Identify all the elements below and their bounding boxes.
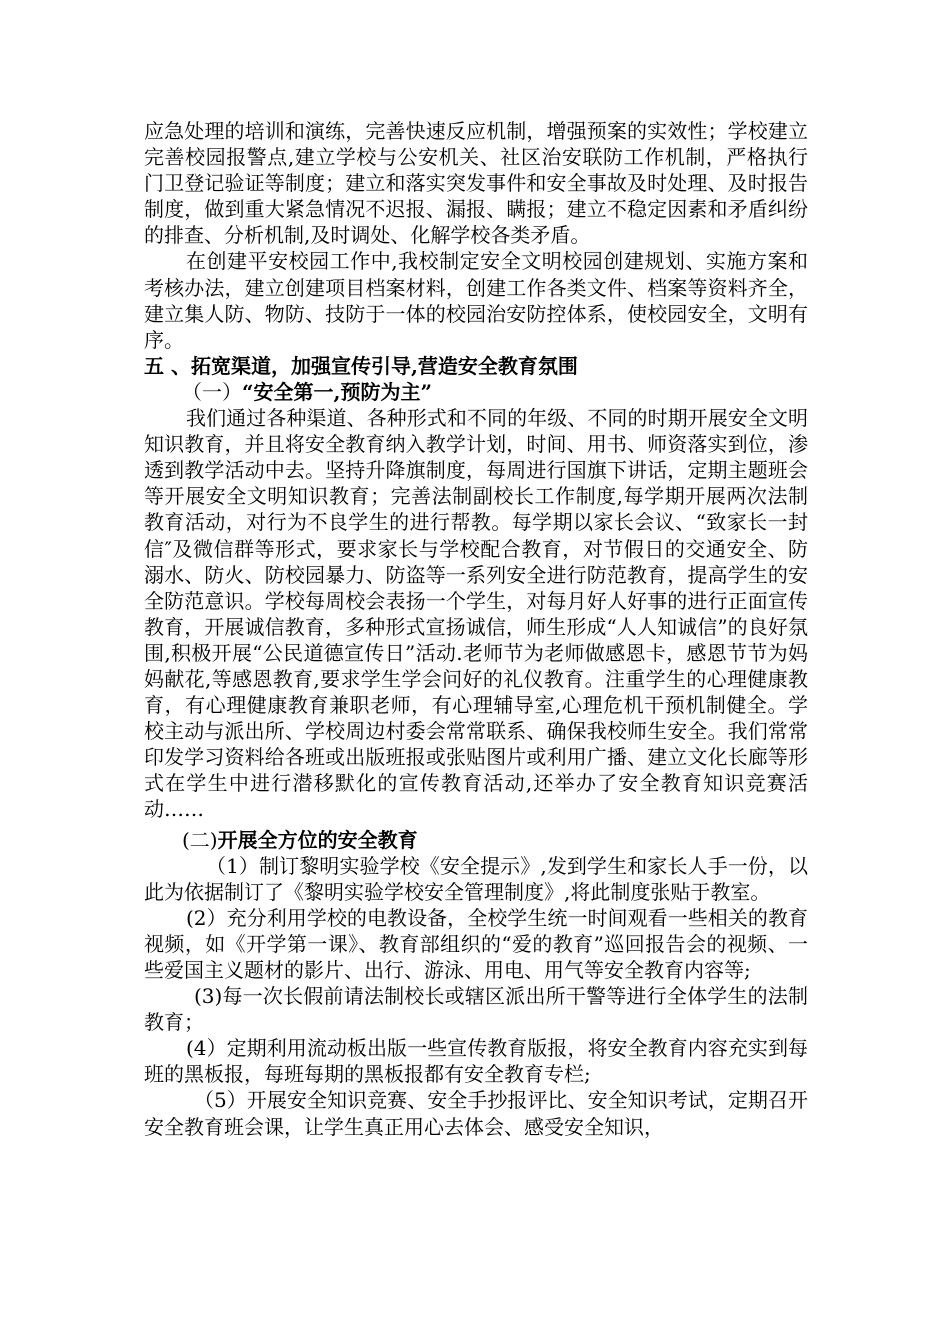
subsection-heading-2 <box>144 827 808 853</box>
list-item: (3)每一次长假前请法制校长或辖区派出所干警等进行全体学生的法制教育； <box>144 984 808 1035</box>
list-item: (2）充分利用学校的电教设备，全校学生统一时间观看一些相关的教育视频，如《开学第一课》、教育部组织的“爱的教育”巡回报告会的视频、一些爱国主义题材的影片、出行、游泳、用电、用气等安全教育内容等; <box>144 905 808 982</box>
list-item: (4）定期利用流动板出版一些宣传教育版报，将安全教育内容充实到每班的黑板报，每班每期的黑板报都有安全教育专栏; <box>144 1036 808 1087</box>
subsection-2-prefix: (二) <box>182 827 218 852</box>
section-heading: 五 、拓宽渠道，加强宣传引导,营造安全教育氛围 <box>144 353 578 378</box>
paragraph-safe-campus: 在创建平安校园工作中,我校制定安全文明校园创建规划、实施方案和考核办法，建立创建项目档案材料，创建工作各类文件、档案等资料齐全，建立集人防、物防、技防于一体的校园治安防控体系，使校园安全，文明有序。 <box>144 249 808 352</box>
list-item: （1）制订黎明实验学校《安全提示》,发到学生和家长人手一份，以此为依据制订了《黎明实验学校安全管理制度》,将此制度张贴于教室。 <box>144 853 808 904</box>
subsection-2-title: 开展全方位的安全教育 <box>217 827 418 852</box>
subsection-1-prefix: （一） <box>182 379 242 404</box>
list-item: （5）开展安全知识竞赛、安全手抄报评比、安全知识考试，定期召开安全教育班会课，让学生真正用心去体会、感受安全知识， <box>144 1088 808 1139</box>
subsection-1-title: “安全第一,预防为主” <box>242 379 432 404</box>
paragraph-emergency: 应急处理的培训和演练，完善快速反应机制，增强预案的实效性；学校建立完善校园报警点,建立学校与公安机关、社区治安联防工作机制，严格执行门卫登记验证等制度；建立和落实突发事件和安全事故及时处理、及时报告制度，做到重大紧急情况不迟报、漏报、瞒报；建立不稳定因素和矛盾纠纷的排查、分析机制,及时调处、化解学校各类矛盾。 <box>144 119 808 248</box>
subsection-heading-1 <box>144 379 808 405</box>
paragraph-channels: 我们通过各种渠道、各种形式和不同的年级、不同的时期开展安全文明知识教育，并且将安全教育纳入教学计划，时间、用书、师资落实到位，渗透到教学活动中去。坚持升降旗制度，每周进行国旗下讲话，定期主题班会等开展安全文明知识教育；完善法制副校长工作制度,每学期开展两次法制教育活动，对行为不良学生的进行帮教。每学期以家长会议、“致家长一封信″及微信群等形式，要求家长与学校配合教育，对节假日的交通安全、防溺水、防火、防校园暴力、防盗等一系列安全进行防范教育，提高学生的安全防范意识。学校每周校会表扬一个学生，对每月好人好事的进行正面宣传教育，开展诚信教育，多种形式宣扬诚信，师生形成“人人知诚信”的良好氛围,积极开展“公民道德宣传日”活动.老师节为老师做感恩卡，感恩节节为妈妈献花,等感恩教育,要求学生学会问好的礼仪教育。注重学生的心理健康教育，有心理健康教育兼职老师，有心理辅导室,心理危机干预机制健全。学校主动与派出所、学校周边村委会常常联系、确保我校师生安全。我们常常印发学习资料给各班或出版班报或张贴图片或利用广播、建立文化长廊等形式在学生中进行潜移默化的宣传教育活动,还举办了安全教育知识竞赛活动…… <box>144 406 808 822</box>
document-page <box>144 118 808 1140</box>
